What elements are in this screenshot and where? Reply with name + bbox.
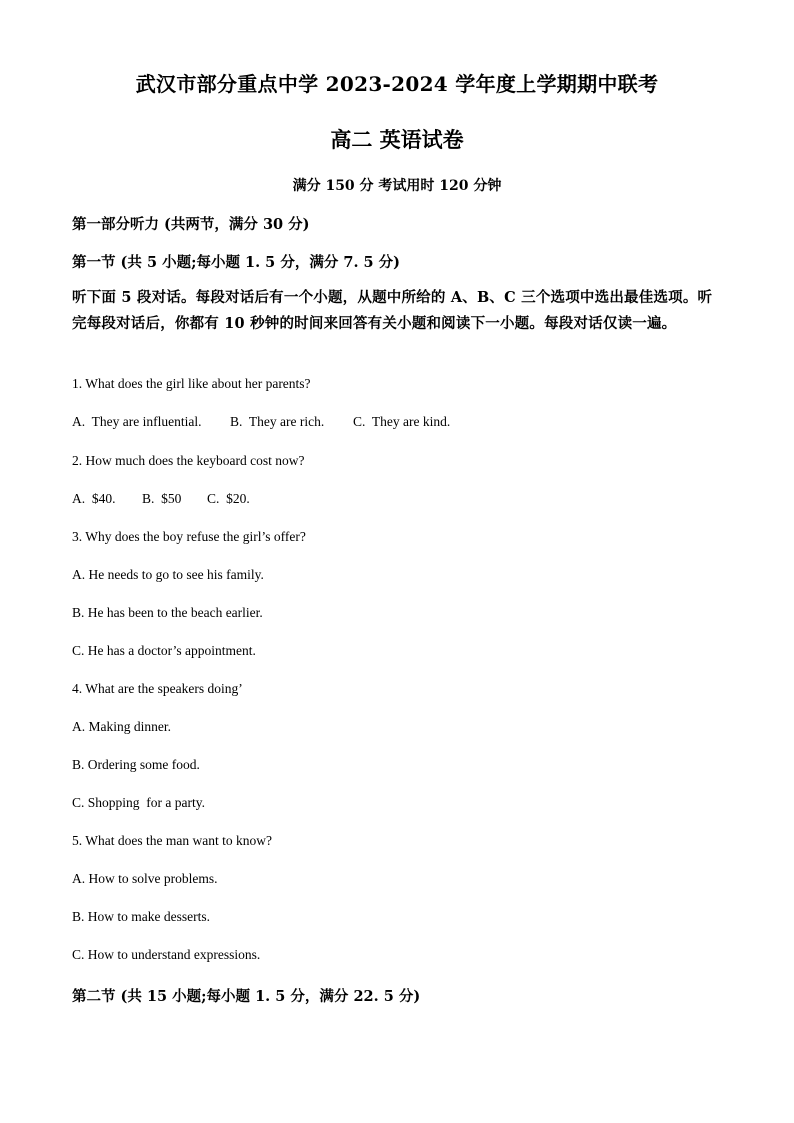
question-3-option-b: B. He has been to the beach earlier. — [72, 605, 263, 620]
question-4-option-a: A. Making dinner. — [72, 719, 171, 734]
section1-heading: 第一节 (共 5 小题;每小题 1. 5 分，满分 7. 5 分) — [72, 254, 401, 271]
question-1: 1. What does the girl like about her parents? — [72, 376, 311, 391]
question-2-option-b: B. $50 — [142, 491, 182, 506]
question-5: 5. What does the man want to know? — [72, 833, 272, 848]
exam-title: 武汉市部分重点中学 2023-2024 学年度上学期期中联考 — [135, 72, 659, 96]
question-5-option-c: C. How to understand expressions. — [72, 947, 261, 962]
question-2: 2. How much does the keyboard cost now? — [72, 453, 305, 468]
question-4-option-c: C. Shopping for a party. — [72, 795, 205, 810]
question-1-option-a: A. They are influential. — [72, 414, 202, 429]
question-1-option-b: B. They are rich. — [230, 414, 325, 429]
question-3-option-a: A. He needs to go to see his family. — [72, 567, 264, 582]
part1-heading: 第一部分听力 (共两节，满分 30 分) — [72, 216, 310, 233]
question-4: 4. What are the speakers doing’ — [72, 681, 243, 696]
section2-heading: 第二节 (共 15 小题;每小题 1. 5 分，满分 22. 5 分) — [72, 988, 421, 1005]
question-5-option-b: B. How to make desserts. — [72, 909, 210, 924]
question-4-option-b: B. Ordering some food. — [72, 757, 200, 772]
question-3: 3. Why does the boy refuse the girl’s offer? — [72, 529, 306, 544]
question-5-option-a: A. How to solve problems. — [72, 871, 218, 886]
question-3-option-c: C. He has a doctor’s appointment. — [72, 643, 256, 658]
question-2-option-a: A. $40. — [72, 491, 116, 506]
listening-instructions: 听下面 5 段对话。每段对话后有一个小题，从题中所给的 A、B、C 三个选项中选出最佳选项。听完每段对话后，你都有 10 秒钟的时间来回答有关小题和阅读下一小题。每段对话仅读一遍。 — [72, 289, 713, 332]
question-2-options — [72, 491, 250, 507]
exam-subtitle: 高二 英语试卷 — [330, 127, 464, 152]
question-1-options — [72, 414, 450, 430]
score-info: 满分 150 分 考试用时 120 分钟 — [292, 178, 502, 194]
question-2-option-c: C. $20. — [207, 491, 250, 506]
question-1-option-c: C. They are kind. — [353, 414, 451, 429]
